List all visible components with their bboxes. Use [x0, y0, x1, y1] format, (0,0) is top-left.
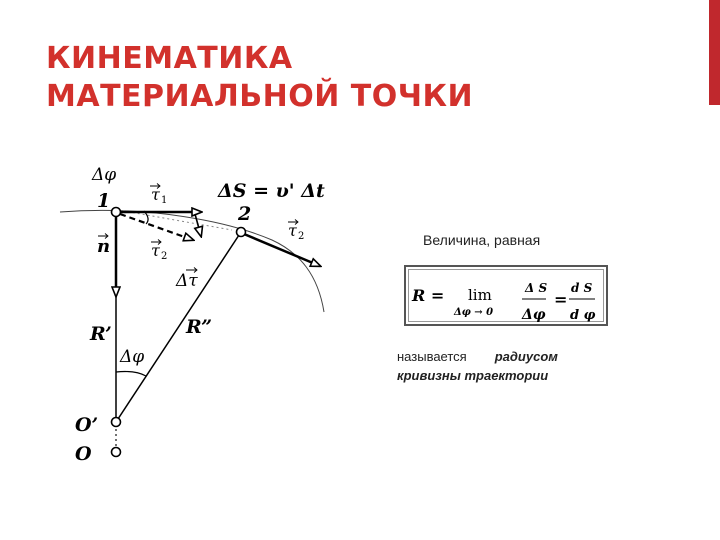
formula-num1: Δ S [525, 281, 548, 295]
r-prime-label: R’ [90, 323, 112, 345]
arc-length-formula-label: ΔS = υ' Δt [218, 180, 325, 202]
conclusion-plain: называется [397, 349, 467, 364]
conclusion-text [397, 347, 627, 385]
formula-num2: d S [571, 281, 593, 295]
point-1-label: 1 [97, 190, 111, 212]
tau2-dashed-label: τ [151, 241, 160, 260]
r-double-prime-label: R” [186, 316, 213, 338]
point-2-marker [237, 228, 246, 237]
delta-phi-center-label: Δφ [120, 347, 145, 367]
tau2-label: τ [288, 221, 297, 240]
formula-eq: = [554, 290, 568, 309]
point-1-marker [112, 208, 121, 217]
formula-lhs: R = [412, 286, 445, 305]
delta-phi-top-label: Δφ [92, 165, 117, 185]
tau2-vector [244, 234, 320, 266]
normal-vector-label: n [97, 236, 111, 257]
conclusion-emph-radius: радиусом [494, 349, 558, 364]
tau2-subscript: 2 [298, 231, 305, 242]
radius-r-double-prime [116, 232, 241, 422]
title-line-2: МАТЕРИАЛЬНОЙ ТОЧКИ [46, 79, 474, 114]
formula-den1: Δφ [522, 307, 546, 323]
tau2-dashed-vector [120, 214, 193, 240]
radius-formula [406, 267, 610, 328]
center-o-prime-marker [112, 418, 121, 427]
center-o-marker [112, 448, 121, 457]
title-line-1: КИНЕМАТИКА [46, 41, 293, 76]
point-2-label: 2 [238, 203, 252, 225]
o-label: O [75, 443, 92, 465]
trajectory-curve [60, 210, 324, 312]
delta-tau-vector [195, 214, 201, 236]
tau2-dashed-subscript: 2 [161, 251, 168, 262]
formula-den2: d φ [570, 308, 596, 323]
center-angle-arc [116, 372, 146, 377]
o-prime-label: O’ [75, 414, 99, 436]
formula-lim-subscript: Δφ → 0 [454, 307, 494, 318]
delta-tau-label: Δτ [176, 271, 198, 291]
intro-text: Величина, равная [423, 232, 541, 248]
formula-lim: lim [468, 286, 492, 304]
tau1-label: τ [151, 185, 160, 204]
tau1-subscript: 1 [161, 195, 168, 206]
conclusion-emph-curvature: кривизны траектории [397, 368, 549, 383]
radius-formula-box [404, 265, 608, 326]
